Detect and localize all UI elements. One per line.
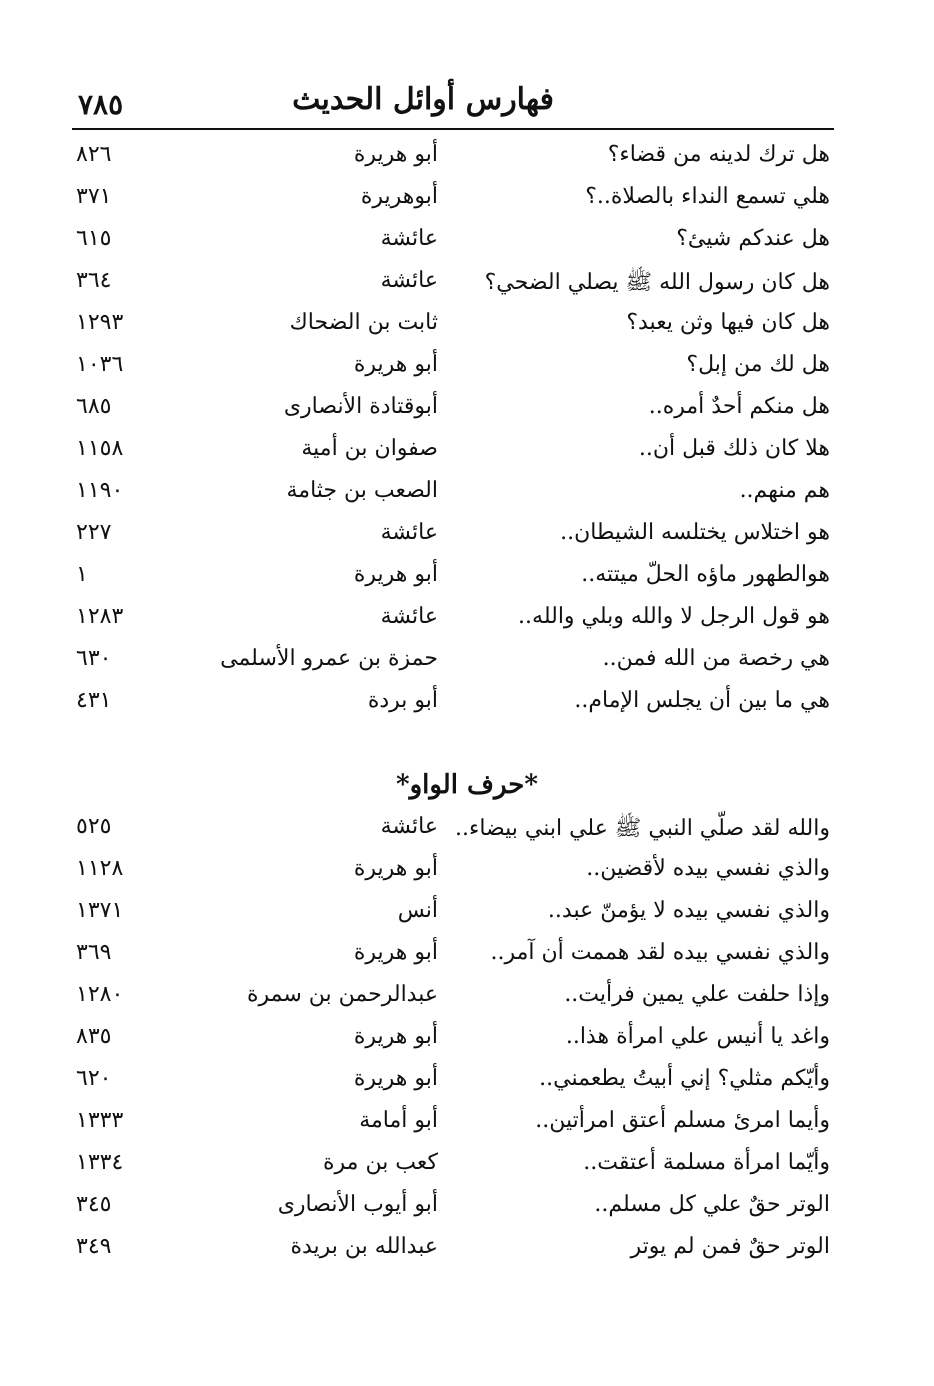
narrator: أبو أمامة xyxy=(359,1108,438,1133)
hadith-number: ١٣٣٤ xyxy=(76,1150,124,1175)
hadith-opening: والذي نفسي بيده لقد هممت أن آمر.. xyxy=(490,940,830,965)
hadith-number: ٦٨٥ xyxy=(76,394,112,419)
narrator: عائشة xyxy=(380,520,438,545)
hadith-opening: هل كان فيها وثن يعبد؟ xyxy=(626,310,830,335)
table-row xyxy=(0,472,934,514)
hadith-opening: واغد يا أنيس علي امرأة هذا.. xyxy=(565,1024,830,1049)
table-row xyxy=(0,1228,934,1270)
narrator: عبدالرحمن بن سمرة xyxy=(246,982,438,1007)
hadith-opening: هي ما بين أن يجلس الإمام.. xyxy=(574,688,830,713)
table-row xyxy=(0,388,934,430)
hadith-opening: هلا كان ذلك قبل أن.. xyxy=(638,436,830,461)
hadith-number: ٢٢٧ xyxy=(76,520,112,545)
narrator: عائشة xyxy=(380,814,438,839)
header-rule xyxy=(72,128,834,130)
narrator: أبو هريرة xyxy=(353,1066,438,1091)
hadith-number: ١٢٨٣ xyxy=(76,604,124,629)
table-row xyxy=(0,514,934,556)
table-row xyxy=(0,1102,934,1144)
narrator: أبو هريرة xyxy=(353,1024,438,1049)
narrator: عائشة xyxy=(380,604,438,629)
table-row xyxy=(0,976,934,1018)
narrator: أبو هريرة xyxy=(353,940,438,965)
hadith-number: ٦١٥ xyxy=(76,226,112,251)
hadith-number: ٣٤٩ xyxy=(76,1234,112,1259)
table-row xyxy=(0,136,934,178)
page-number: ٧٨٥ xyxy=(78,88,124,121)
narrator: صفوان بن أمية xyxy=(301,436,438,461)
hadith-number: ١ xyxy=(76,562,88,587)
hadith-opening: هل كان رسول الله ﷺ يصلي الضحي؟ xyxy=(484,270,830,295)
narrator: عائشة xyxy=(380,226,438,251)
index-table-bottom xyxy=(0,808,934,1270)
hadith-opening: هي رخصة من الله فمن.. xyxy=(602,646,830,671)
narrator: أنس xyxy=(397,898,438,923)
page-title: فهارس أوائل الحديث xyxy=(292,82,554,117)
hadith-number: ١٣٧١ xyxy=(76,898,124,923)
hadith-opening: وأيّكم مثلي؟ إني أبيتُ يطعمني.. xyxy=(539,1066,830,1091)
hadith-opening: هل منكم أحدٌ أمره.. xyxy=(648,394,830,419)
narrator: أبوهريرة xyxy=(360,184,438,209)
hadith-number: ٤٣١ xyxy=(76,688,112,713)
hadith-opening: هل لك من إبل؟ xyxy=(686,352,830,377)
hadith-number: ٦٢٠ xyxy=(76,1066,112,1091)
hadith-number: ٥٢٥ xyxy=(76,814,112,839)
hadith-opening: الوتر حقٌ فمن لم يوتر xyxy=(630,1234,830,1259)
table-row xyxy=(0,346,934,388)
hadith-opening: هو قول الرجل لا والله وبلي والله.. xyxy=(518,604,830,629)
hadith-number: ١٣٣٣ xyxy=(76,1108,124,1133)
hadith-opening: والذي نفسي بيده لا يؤمنّ عبد.. xyxy=(547,898,830,923)
table-row xyxy=(0,850,934,892)
hadith-opening: هل عندكم شيئ؟ xyxy=(676,226,830,251)
hadith-opening: هلي تسمع النداء بالصلاة..؟ xyxy=(585,184,830,209)
hadith-number: ١٠٣٦ xyxy=(76,352,124,377)
hadith-number: ٣٤٥ xyxy=(76,1192,112,1217)
hadith-opening: وأيّما امرأة مسلمة أعتقت.. xyxy=(583,1150,830,1175)
hadith-number: ٣٧١ xyxy=(76,184,112,209)
hadith-opening: والله لقد صلّي النبي ﷺ علي ابني بيضاء.. xyxy=(455,816,830,841)
narrator: أبو هريرة xyxy=(353,856,438,881)
hadith-opening: هل ترك لدينه من قضاء؟ xyxy=(607,142,830,167)
narrator: ثابت بن الضحاك xyxy=(289,310,438,335)
table-row xyxy=(0,598,934,640)
narrator: أبوقتادة الأنصارى xyxy=(283,394,438,419)
hadith-number: ٦٣٠ xyxy=(76,646,112,671)
hadith-opening: وإذا حلفت علي يمين فرأيت.. xyxy=(564,982,830,1007)
hadith-opening: هو اختلاس يختلسه الشيطان.. xyxy=(560,520,830,545)
hadith-opening: وأيما امرئ مسلم أعتق امرأتين.. xyxy=(535,1108,830,1133)
hadith-number: ١١٩٠ xyxy=(76,478,124,503)
table-row xyxy=(0,640,934,682)
narrator: الصعب بن جثامة xyxy=(286,478,438,503)
table-row xyxy=(0,1186,934,1228)
hadith-number: ١١٢٨ xyxy=(76,856,124,881)
section-heading: *حرف الواو* xyxy=(396,770,538,800)
hadith-number: ٣٦٤ xyxy=(76,268,112,293)
hadith-opening: هم منهم.. xyxy=(739,478,830,503)
table-row xyxy=(0,304,934,346)
table-row xyxy=(0,220,934,262)
table-row xyxy=(0,808,934,850)
narrator: عائشة xyxy=(380,268,438,293)
hadith-number: ١٢٩٣ xyxy=(76,310,124,335)
table-row xyxy=(0,1018,934,1060)
index-table-top xyxy=(0,136,934,724)
table-row xyxy=(0,178,934,220)
table-row xyxy=(0,1144,934,1186)
hadith-number: ٣٦٩ xyxy=(76,940,112,965)
hadith-number: ١١٥٨ xyxy=(76,436,124,461)
table-row xyxy=(0,682,934,724)
narrator: حمزة بن عمرو الأسلمى xyxy=(220,646,438,671)
table-row xyxy=(0,892,934,934)
narrator: أبو هريرة xyxy=(353,142,438,167)
hadith-number: ٨٣٥ xyxy=(76,1024,112,1049)
narrator: كعب بن مرة xyxy=(323,1150,438,1175)
table-row xyxy=(0,430,934,472)
table-row xyxy=(0,556,934,598)
hadith-opening: هوالطهور ماؤه الحلّ ميتته.. xyxy=(581,562,830,587)
narrator: أبو هريرة xyxy=(353,352,438,377)
narrator: عبدالله بن بريدة xyxy=(290,1234,438,1259)
narrator: أبو أيوب الأنصارى xyxy=(277,1192,438,1217)
table-row xyxy=(0,934,934,976)
table-row xyxy=(0,1060,934,1102)
table-row xyxy=(0,262,934,304)
hadith-number: ١٢٨٠ xyxy=(76,982,124,1007)
narrator: أبو هريرة xyxy=(353,562,438,587)
hadith-opening: الوتر حقٌ علي كل مسلم.. xyxy=(594,1192,830,1217)
hadith-opening: والذي نفسي بيده لأقضين.. xyxy=(586,856,830,881)
hadith-number: ٨٢٦ xyxy=(76,142,112,167)
narrator: أبو بردة xyxy=(367,688,438,713)
